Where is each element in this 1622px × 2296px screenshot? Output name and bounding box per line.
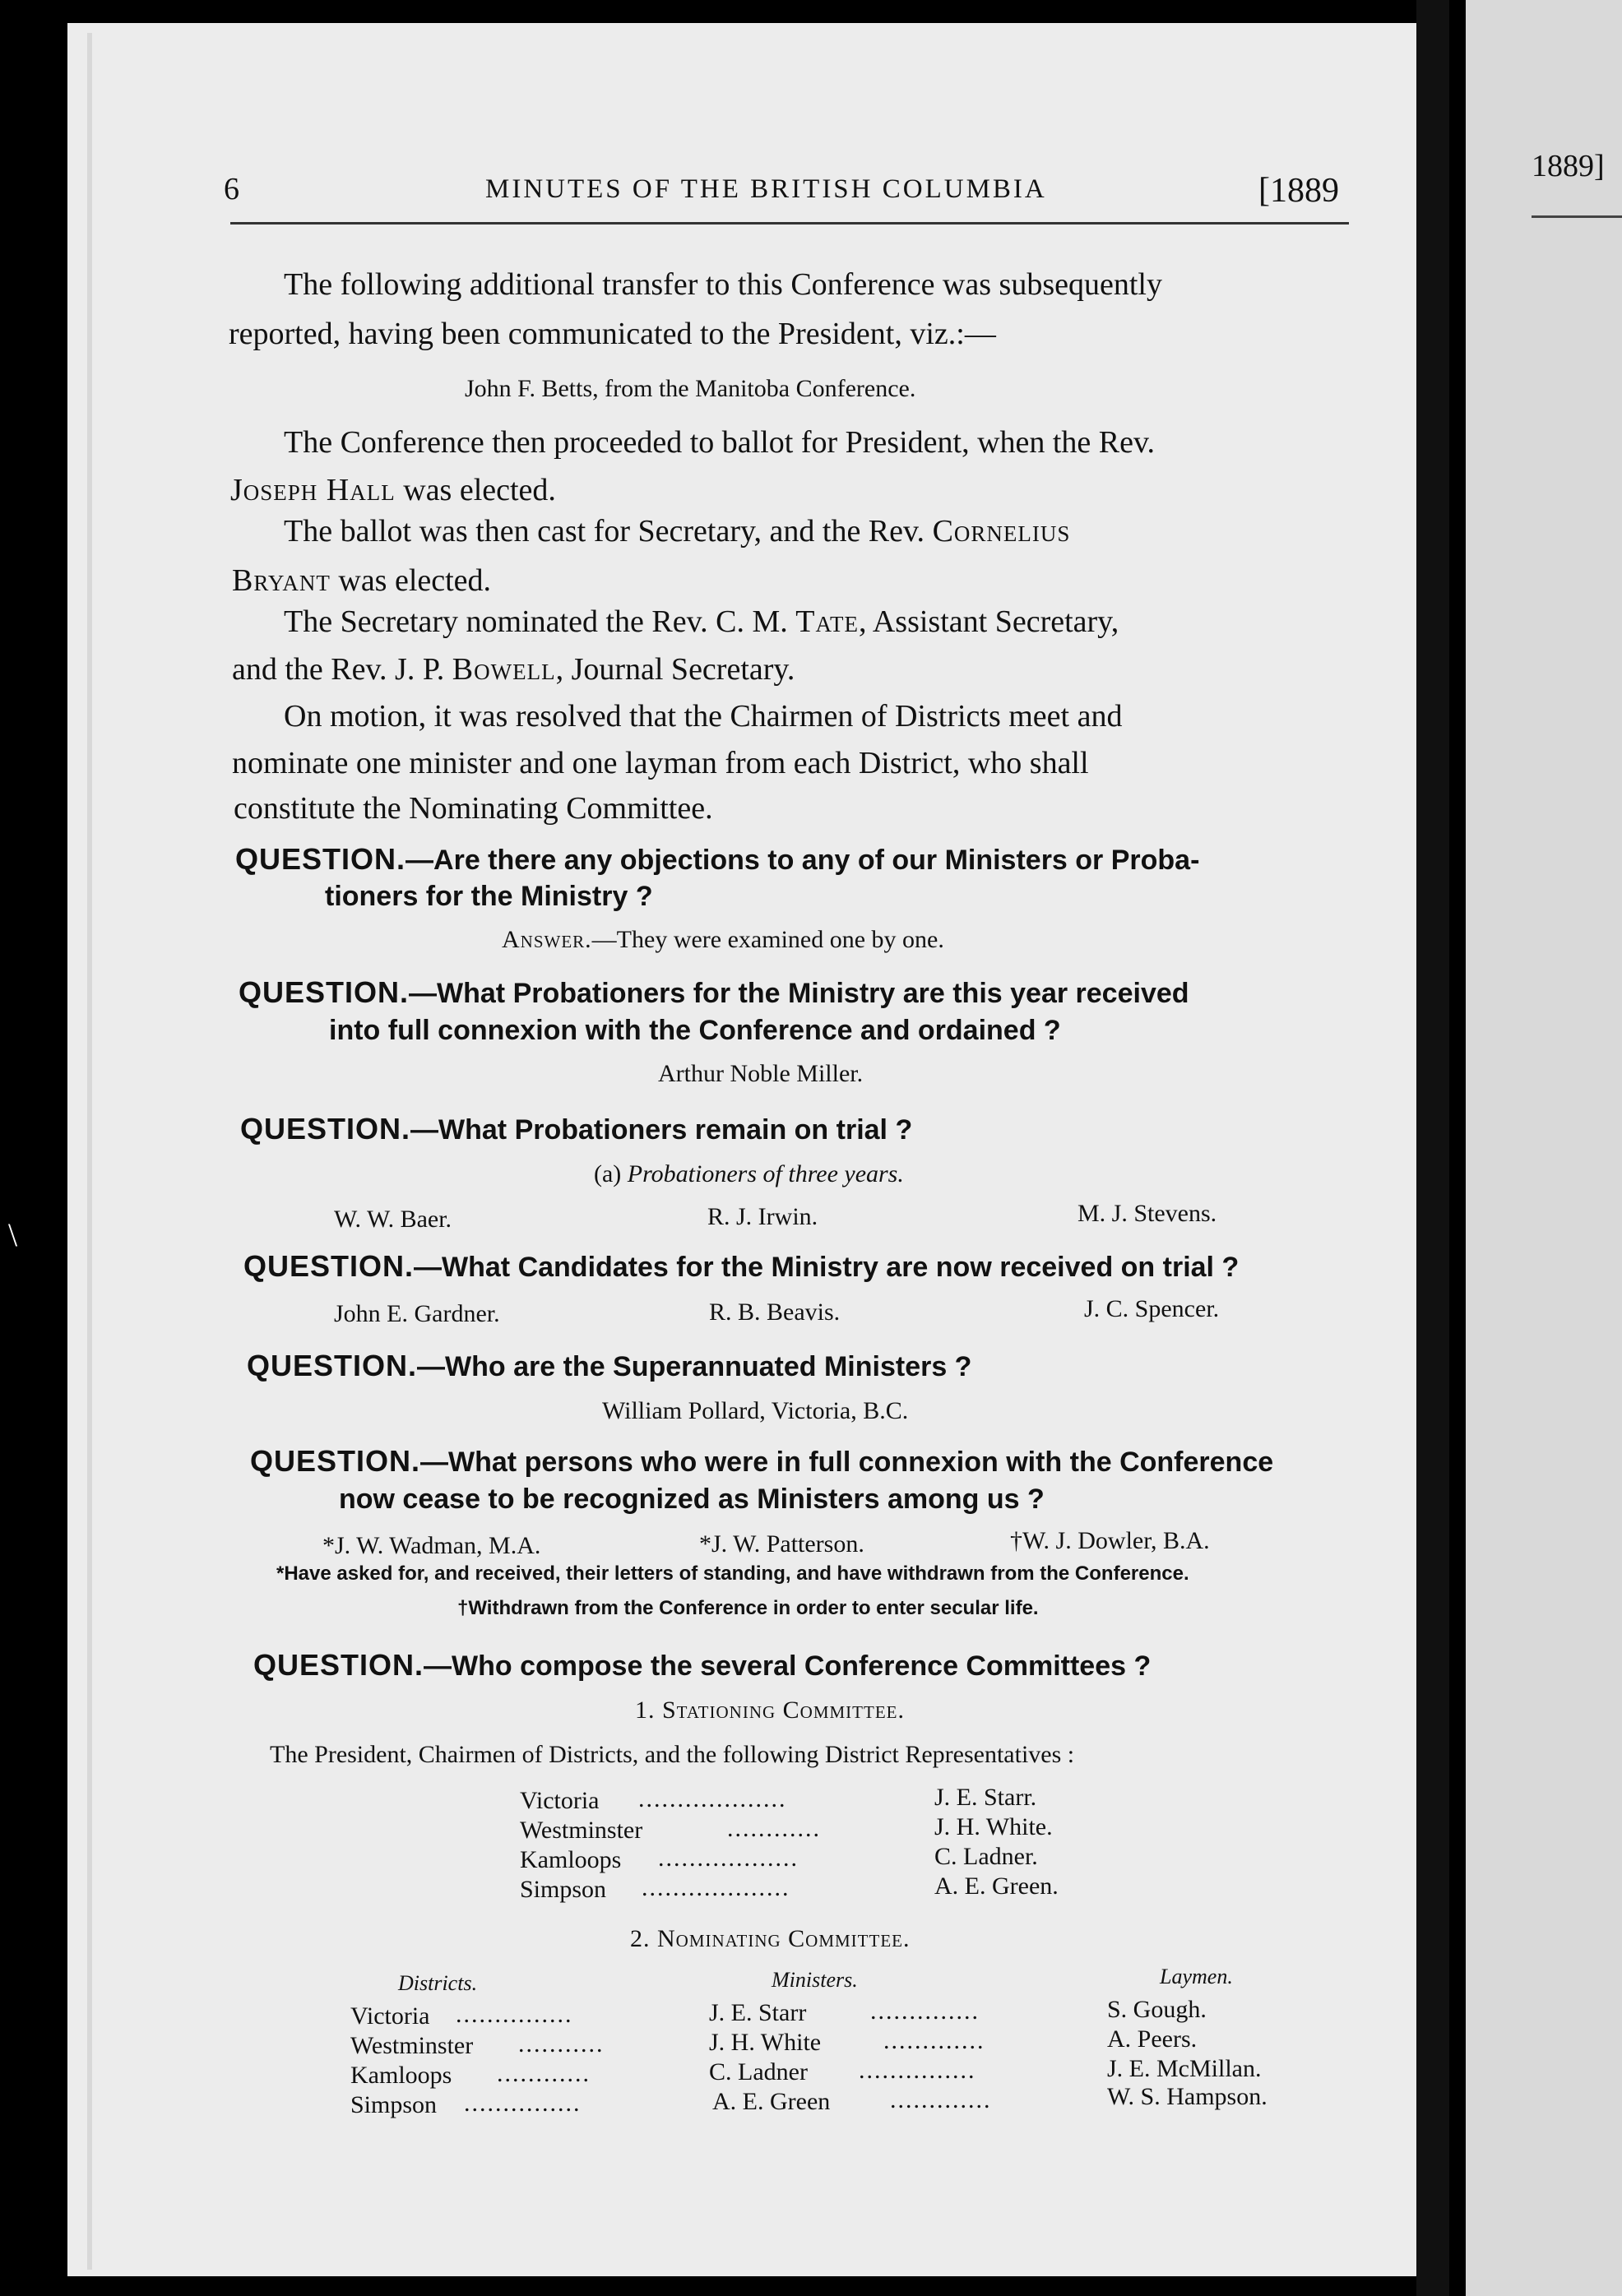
col-laymen: Laymen.: [1160, 1965, 1233, 1988]
question-label: QUESTION.: [243, 1249, 415, 1283]
col-districts: Districts.: [398, 1971, 478, 1995]
question-text: —Who are the Superannuated Ministers ?: [417, 1351, 972, 1382]
probationer-2: R. J. Irwin.: [707, 1203, 818, 1230]
nominating-layman-3: J. E. McMillan.: [1107, 2055, 1262, 2082]
dot-leader: ............: [497, 2060, 591, 2087]
nominating-layman-1: S. Gough.: [1107, 1996, 1207, 2023]
text: The Secretary nominated the Rev. C. M.: [284, 604, 796, 639]
text: (a): [594, 1160, 628, 1187]
stationing-district-1: Victoria: [520, 1787, 600, 1814]
page-number: 6: [224, 172, 239, 206]
stationing-rep-4: A. E. Green.: [934, 1872, 1059, 1900]
question-label: QUESTION.: [250, 1444, 421, 1478]
transfer-line: John F. Betts, from the Manitoba Conference.: [465, 375, 916, 402]
name-bryant: Bryant: [232, 563, 331, 598]
nominating-layman-4: W. S. Hampson.: [1107, 2083, 1267, 2110]
para-motion-2: nominate one minister and one layman from each District, who shall: [232, 746, 1089, 780]
question-objections-2: tioners for the Ministry ?: [325, 881, 653, 912]
nominating-minister-1: J. E. Starr: [709, 1999, 807, 2026]
question-cease-2: now cease to be recognized as Ministers among us ?: [339, 1484, 1045, 1515]
question-text: —What Probationers for the Ministry are this year received: [409, 978, 1189, 1009]
nominating-district-4: Simpson: [350, 2091, 438, 2118]
nominating-layman-2: A. Peers.: [1107, 2025, 1198, 2053]
question-text: —Are there any objections to any of our Ministers or Proba-: [406, 845, 1200, 876]
ceased-3: †W. J. Dowler, B.A.: [1010, 1527, 1210, 1554]
nominating-minister-4: A. E. Green: [712, 2088, 831, 2115]
text: and the Rev. J. P.: [232, 652, 452, 687]
nominating-district-3: Kamloops: [350, 2062, 452, 2089]
name-cornelius: Cornelius: [932, 514, 1071, 549]
para-journal: [232, 646, 795, 692]
dot-leader: ..................: [658, 1845, 799, 1872]
probationers-subhead: [594, 1151, 904, 1197]
footnote-letters: *Have asked for, and received, their letters of standing, and have withdrawn from the Conference.: [276, 1562, 1189, 1585]
question-text: —What Candidates for the Ministry are now received on trial ?: [414, 1252, 1240, 1283]
nominating-minister-3: C. Ladner: [709, 2058, 808, 2085]
running-title: MINUTES OF THE BRITISH COLUMBIA: [485, 174, 1047, 204]
stationing-rep-1: J. E. Starr.: [934, 1784, 1037, 1811]
footnote-secular: †Withdrawn from the Conference in order to enter secular life.: [457, 1597, 1039, 1619]
dot-leader: ...............: [456, 2001, 573, 2028]
dot-leader: ...................: [638, 1785, 787, 1812]
question-received: [239, 972, 1189, 1014]
header-year: [1889: [1258, 172, 1339, 210]
question-text: —What Probationers remain on trial ?: [410, 1114, 913, 1146]
margin-mark: \: [8, 1216, 18, 1253]
ordained-name: Arthur Noble Miller.: [658, 1060, 864, 1087]
nominating-district-2: Westminster: [350, 2032, 474, 2059]
ceased-2: *J. W. Patterson.: [699, 1530, 864, 1558]
dot-leader: .............: [890, 2086, 992, 2113]
name-joseph-hall: Joseph Hall: [230, 473, 396, 507]
probationer-1: W. W. Baer.: [334, 1206, 452, 1233]
nominating-district-1: Victoria: [350, 2002, 430, 2030]
para-secretary-2: [232, 558, 491, 604]
text: , Assistant Secretary,: [858, 604, 1119, 639]
question-received-2: into full connexion with the Conference and ordained ?: [329, 1015, 1061, 1046]
question-label: QUESTION.: [247, 1349, 418, 1382]
text: Probationers of three years.: [627, 1160, 904, 1187]
dot-leader: .............: [883, 2027, 985, 2054]
answer-text: —They were examined one by one.: [591, 926, 944, 953]
dot-leader: ...............: [464, 2090, 582, 2117]
probationer-3: M. J. Stevens.: [1077, 1200, 1217, 1227]
dot-leader: ............: [727, 1815, 821, 1842]
candidate-2: R. B. Beavis.: [709, 1298, 841, 1326]
question-label: QUESTION.: [239, 975, 410, 1009]
para-assistant: [284, 599, 1119, 645]
name-bowell: Bowell: [452, 652, 556, 687]
stationing-title: 1. Stationing Committee.: [635, 1697, 905, 1724]
question-label: QUESTION.: [240, 1112, 411, 1146]
para-president: The Conference then proceeded to ballot for President, when the Rev.: [284, 425, 1156, 460]
answer-label: Answer.: [502, 926, 592, 953]
candidate-1: John E. Gardner.: [334, 1300, 500, 1327]
dot-leader: ...............: [859, 2057, 976, 2084]
header-rule: [230, 222, 1349, 225]
question-committees: [253, 1645, 1151, 1687]
candidate-3: J. C. Spencer.: [1084, 1295, 1220, 1322]
intro-line-2: reported, having been communicated to the President, viz.:—: [229, 317, 996, 351]
superannuated-name: William Pollard, Victoria, B.C.: [602, 1397, 909, 1424]
stationing-rep-2: J. H. White.: [934, 1813, 1053, 1840]
dot-leader: ...................: [642, 1874, 790, 1901]
nominating-title: 2. Nominating Committee.: [630, 1925, 911, 1952]
dot-leader: ..............: [870, 1997, 980, 2025]
stationing-district-3: Kamloops: [520, 1846, 622, 1873]
stationing-district-4: Simpson: [520, 1876, 607, 1903]
para-motion-1: On motion, it was resolved that the Chairmen of Districts meet and: [284, 699, 1123, 734]
para-president-2: [230, 467, 556, 513]
next-page-year: 1889]: [1532, 149, 1605, 183]
question-objections: [235, 839, 1199, 881]
stationing-rep-3: C. Ladner.: [934, 1843, 1038, 1870]
question-label: QUESTION.: [235, 842, 406, 876]
para-motion-3: constitute the Nominating Committee.: [234, 791, 713, 826]
question-on-trial: [240, 1109, 912, 1150]
question-superannuated: [247, 1345, 971, 1387]
text: , Journal Secretary.: [555, 652, 795, 687]
para-secretary: [284, 508, 1070, 554]
question-text: —Who compose the several Conference Committees ?: [424, 1650, 1152, 1682]
question-label: QUESTION.: [253, 1648, 424, 1682]
stationing-district-2: Westminster: [520, 1817, 643, 1844]
nominating-minister-2: J. H. White: [709, 2029, 822, 2056]
dot-leader: ...........: [518, 2030, 605, 2058]
question-cease: [250, 1441, 1273, 1483]
name-tate: Tate: [795, 604, 859, 639]
text: was elected.: [395, 473, 556, 507]
answer-objections: [502, 917, 944, 963]
text: The ballot was then cast for Secretary, and the Rev.: [284, 514, 933, 549]
question-text: —What persons who were in full connexion with the Conference: [420, 1447, 1274, 1478]
text: was elected.: [330, 563, 492, 598]
question-candidates: [243, 1246, 1239, 1288]
stationing-intro: The President, Chairmen of Districts, and the following District Representatives :: [270, 1741, 1075, 1768]
ceased-1: *J. W. Wadman, M.A.: [322, 1532, 541, 1559]
intro-line-1: The following additional transfer to this Conference was subsequently: [284, 267, 1162, 302]
col-ministers: Ministers.: [772, 1968, 858, 1992]
